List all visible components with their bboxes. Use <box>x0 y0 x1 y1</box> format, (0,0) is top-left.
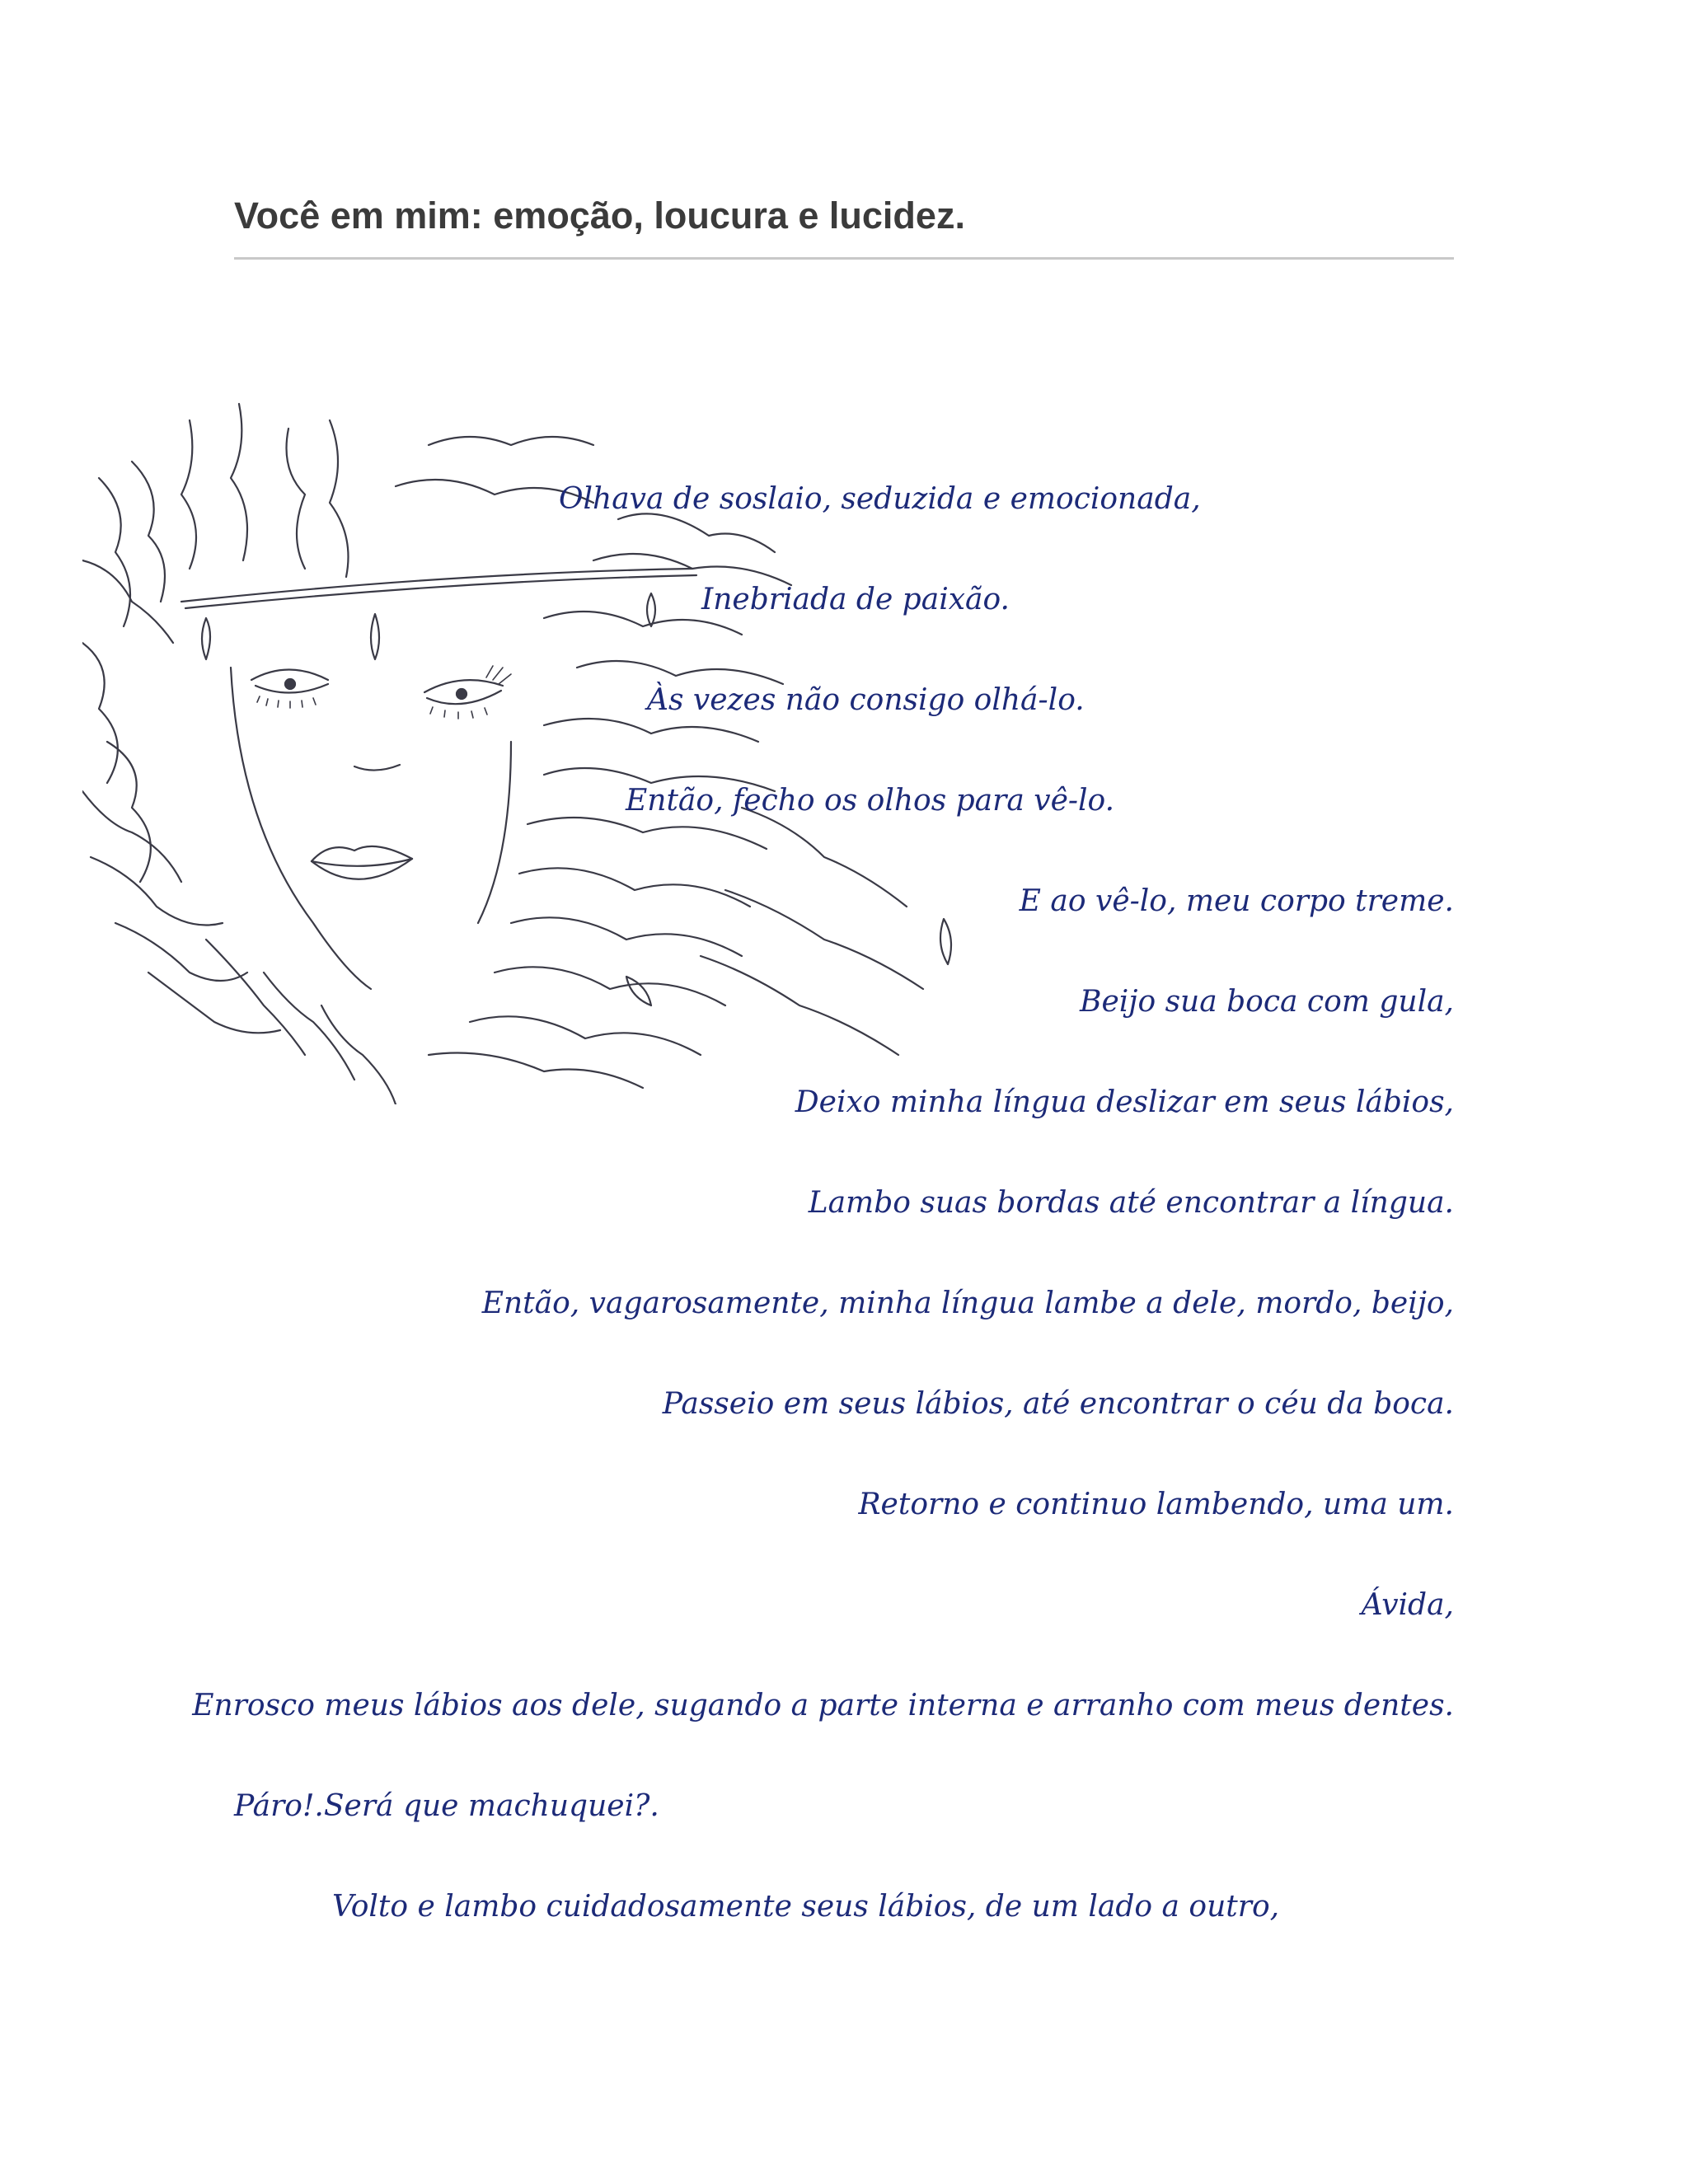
poem-line-1: Olhava de soslaio, seduzida e emocionada, <box>559 482 1201 516</box>
poem-line-14: Páro!.Será que machuquei?. <box>234 1789 659 1823</box>
poem-line-11: Retorno e continuo lambendo, uma um. <box>858 1488 1454 1521</box>
poem-line-7: Deixo minha língua deslizar em seus lábios, <box>795 1085 1454 1119</box>
poem-line-15: Volto e lambo cuidadosamente seus lábios, de um lado a outro, <box>332 1890 1280 1924</box>
poem-line-5: E ao vê-lo, meu corpo treme. <box>1019 884 1454 918</box>
poem-line-10: Passeio em seus lábios, até encontrar o céu da boca. <box>662 1387 1454 1421</box>
poem-line-3: Às vezes não consigo olhá-lo. <box>647 683 1085 717</box>
page-title: Você em mim: emoção, loucura e lucidez. <box>234 194 965 237</box>
poem-line-2: Inebriada de paixão. <box>701 583 1010 616</box>
poem-line-13: Enrosco meus lábios aos dele, sugando a parte interna e arranho com meus dentes. <box>192 1689 1454 1722</box>
poem-line-6: Beijo sua boca com gula, <box>1080 985 1454 1019</box>
poem-line-9: Então, vagarosamente, minha língua lambe a dele, mordo, beijo, <box>481 1286 1454 1320</box>
title-divider <box>234 257 1454 260</box>
poem-line-4: Então, fecho os olhos para vê-lo. <box>626 784 1115 818</box>
poem-line-8: Lambo suas bordas até encontrar a língua. <box>808 1186 1454 1220</box>
poem-line-12: Ávida, <box>1361 1588 1454 1622</box>
